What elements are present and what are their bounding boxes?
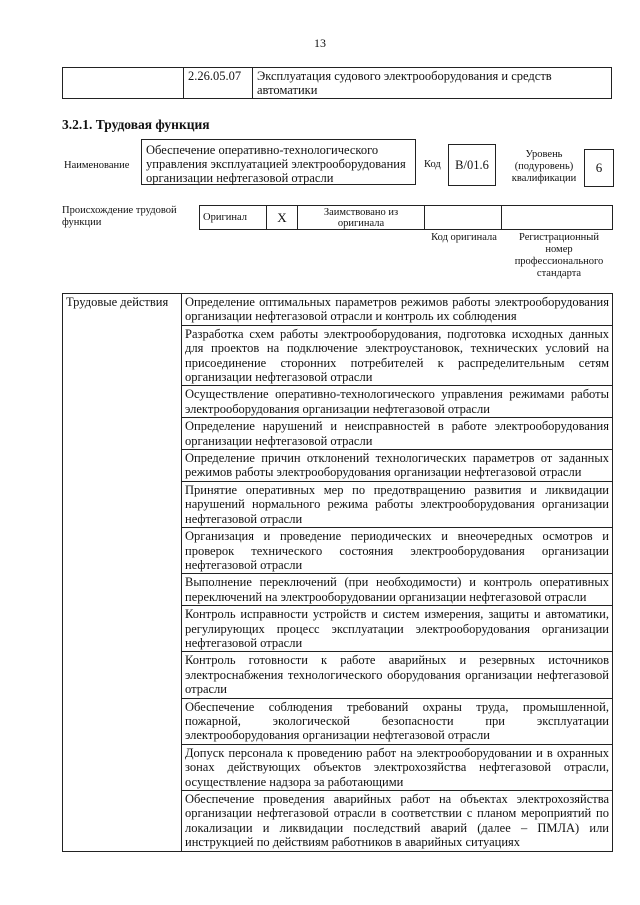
table-row — [63, 294, 613, 326]
labor-actions-table — [62, 293, 613, 852]
reg-number-caption: Регистрационный номер профессионального стандарта — [514, 232, 604, 279]
function-name: Обеспечение оперативно-технологического управления эксплуатацией электрооборудования организации нефтегазовой отрасли — [141, 139, 416, 185]
occupation-empty-cell — [63, 68, 184, 99]
labor-actions-header: Трудовые действия — [63, 294, 182, 852]
occupation-table — [62, 67, 612, 99]
code-original-cell — [425, 206, 502, 230]
original-label: Оригинал — [200, 206, 267, 230]
qualification-level-label: Уровень (подуровень) квалификации — [511, 149, 577, 184]
labor-action-item: Организация и проведение периодических и внеочередных осмотров и проверок технического состояния электрооборудования организации нефтегазовой отрасли — [182, 528, 613, 574]
section-heading: 3.2.1. Трудовая функция — [62, 117, 210, 132]
function-code: B/01.6 — [448, 144, 496, 186]
code-original-caption: Код оригинала — [431, 232, 497, 243]
code-label: Код — [424, 159, 441, 170]
labor-action-item: Контроль исправности устройств и систем измерения, защиты и автоматики, регулирующих процесс эксплуатации электрооборудования организации нефтегазовой отрасли — [182, 606, 613, 652]
origin-label: Происхождение трудовой функции — [62, 205, 177, 228]
labor-action-item: Разработка схем работы электрооборудования, подготовка исходных данных для проектов на подключение электроустановок, технических условий на присоединение сторонних потребителей к распределительным сетям организации нефтегазовой отрасли — [182, 325, 613, 386]
labor-action-item: Принятие оперативных мер по предотвращению развития и ликвидации нарушений нормального режима работы электрооборудования организации нефтегазовой отрасли — [182, 481, 613, 527]
qualification-level-value: 6 — [584, 149, 614, 187]
labor-action-item: Осуществление оперативно-технологического управления режимами работы электрооборудования организации нефтегазовой отрасли — [182, 386, 613, 418]
original-mark: X — [267, 206, 298, 230]
labor-action-item: Определение причин отклонений технологических параметров от заданных режимов работы электрооборудования организации нефтегазовой отрасли — [182, 450, 613, 482]
occupation-code: 2.26.05.07 — [184, 68, 253, 99]
labor-action-item: Выполнение переключений (при необходимости) и контроль оперативных переключений на электрооборудовании организации нефтегазовой отрасли — [182, 574, 613, 606]
origin-table — [199, 205, 613, 230]
labor-action-item: Определение нарушений и неисправностей в работе электрооборудования организации нефтегазовой отрасли — [182, 418, 613, 450]
page-number: 13 — [314, 36, 326, 50]
reg-number-cell — [502, 206, 613, 230]
labor-action-item: Допуск персонала к проведению работ на электрооборудовании и в охранных зонах действующих объектов электрохозяйства нефтегазовой отрасли, осуществление надзора за работающими — [182, 744, 613, 790]
labor-action-item: Обеспечение соблюдения требований охраны труда, промышленной, пожарной, экологической безопасности при эксплуатации электрооборудования организации нефтегазовой отрасли — [182, 698, 613, 744]
occupation-title: Эксплуатация судового электрооборудования и средств автоматики — [253, 68, 612, 99]
labor-action-item: Обеспечение проведения аварийных работ на объектах электрохозяйства организации нефтегазовой отрасли в соответствии с планом мероприятий по локализации и ликвидации последствий аварий (далее – ПМЛА) или инструкцией по действиям работников в аварийных ситуациях — [182, 791, 613, 852]
labor-action-item: Определение оптимальных параметров режимов работы электрооборудования организации нефтегазовой отрасли и контроль их соблюдения — [182, 294, 613, 326]
borrowed-label: Заимствовано из оригинала — [298, 206, 425, 230]
labor-action-item: Контроль готовности к работе аварийных и резервных источников электроснабжения технологического оборудования организации нефтегазовой отрасли — [182, 652, 613, 698]
name-label: Наименование — [64, 160, 130, 171]
